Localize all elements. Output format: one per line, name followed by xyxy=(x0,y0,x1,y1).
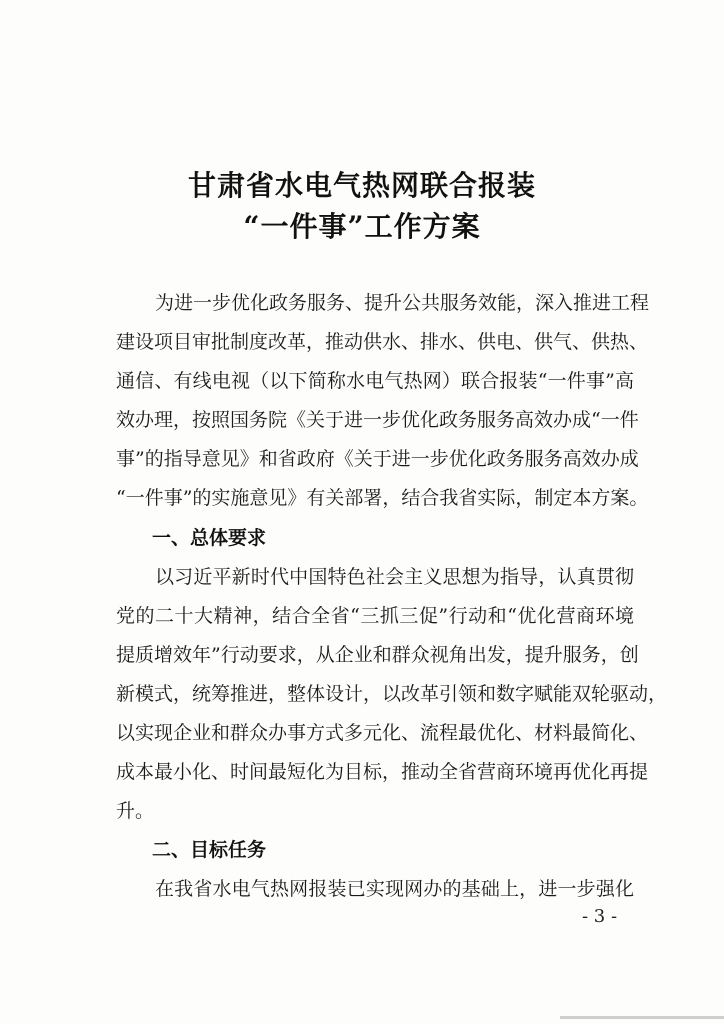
intro-line: 事”的指导意见》和省政府《关于进一步优化政务服务高效办成 xyxy=(116,448,639,470)
intro-line: “一件事”的实施意见》有关部署，结合我省实际，制定本方案。 xyxy=(116,487,649,509)
section1-line: 以习近平新时代中国特色社会主义思想为指导，认真贯彻 xyxy=(155,566,634,588)
section1-line: 以实现企业和群众办事方式多元化、流程最优化、材料最简化、 xyxy=(116,722,649,744)
intro-line: 效办理，按照国务院《关于进一步优化政务服务高效办成“一件 xyxy=(116,409,639,431)
page-number: - 3 - xyxy=(582,906,618,927)
document-title-line-2: “一件事”工作方案 xyxy=(243,210,481,243)
document-title-line-1: 甘肃省水电气热网联合报装 xyxy=(187,169,536,202)
intro-line: 建设项目审批制度改革，推动供水、排水、供电、供气、供热、 xyxy=(116,331,649,353)
section1-line: 新模式，统筹推进，整体设计，以改革引领和数字赋能双轮驱动， xyxy=(116,683,668,705)
scan-edge-divider xyxy=(560,1016,724,1019)
section-heading-general-requirements: 一、总体要求 xyxy=(152,527,267,549)
intro-line: 为进一步优化政务服务、提升公共服务效能，深入推进工程 xyxy=(155,292,650,314)
section2-line: 在我省水电气热网报装已实现网办的基础上，进一步强化 xyxy=(155,878,634,900)
section1-line: 党的二十大精神，结合全省“三抓三促”行动和“优化营商环境 xyxy=(116,605,634,627)
intro-line: 通信、有线电视（以下简称水电气热网）联合报装“一件事”高 xyxy=(116,370,634,392)
section1-line: 提质增效年”行动要求，从企业和群众视角出发，提升服务，创 xyxy=(116,644,639,666)
section1-line: 升。 xyxy=(116,800,155,822)
section1-line: 成本最小化、时间最短化为目标，推动全省营商环境再优化再提 xyxy=(116,761,649,783)
section-heading-goals-tasks: 二、目标任务 xyxy=(152,839,267,861)
